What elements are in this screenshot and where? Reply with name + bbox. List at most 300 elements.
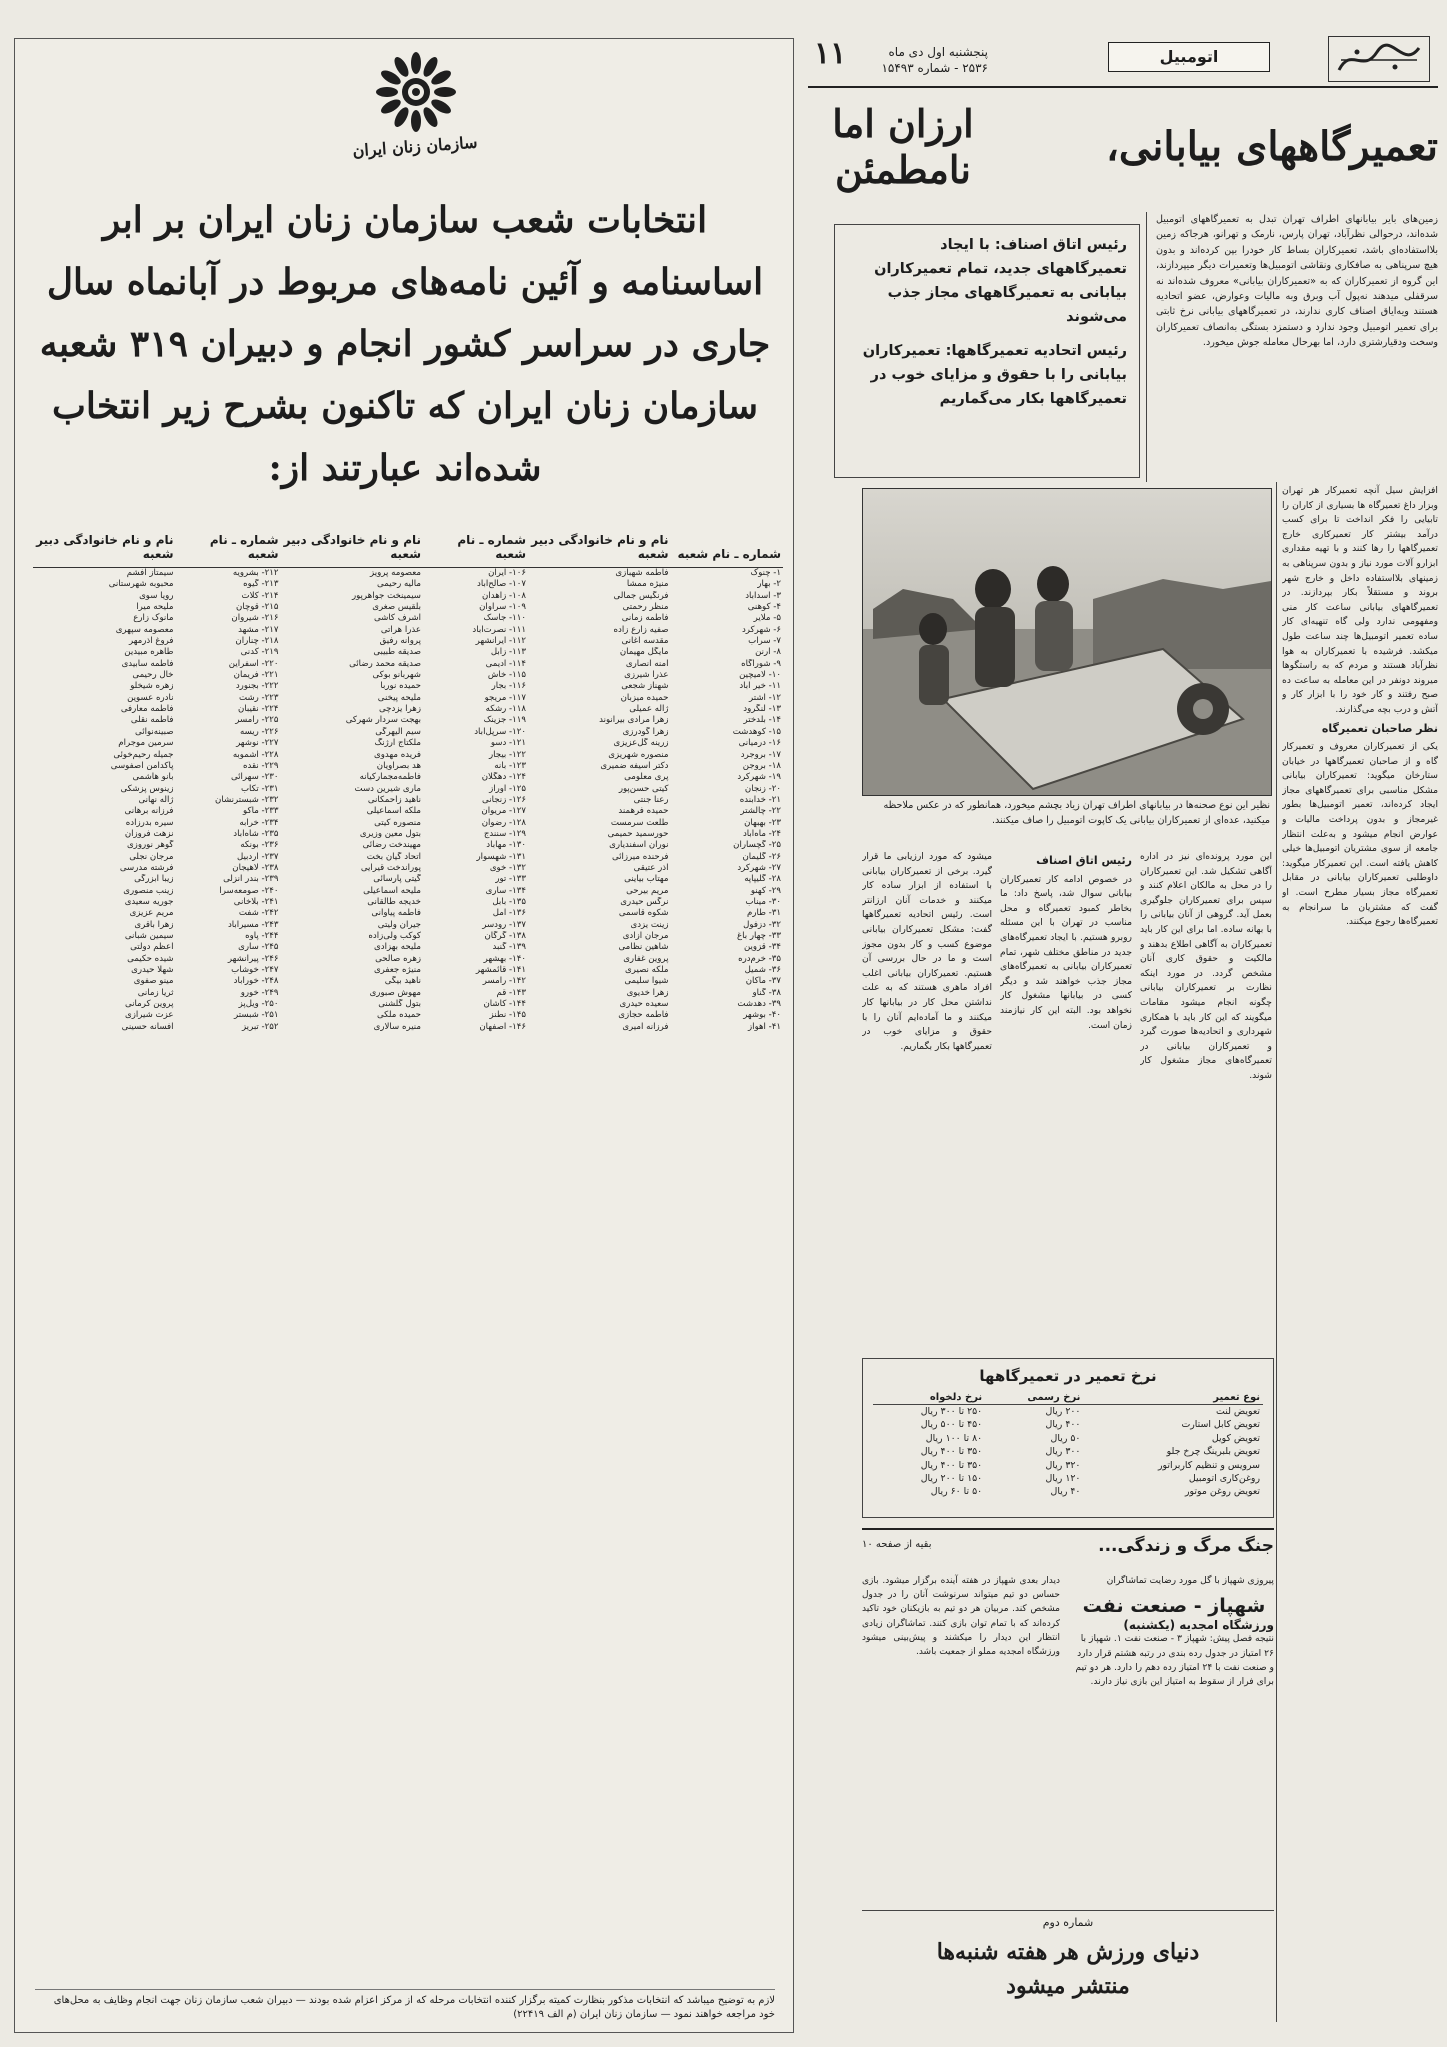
branch-cell: ۱۰۶- ایران: [488, 568, 526, 578]
branch-cell: ۱۳۸- گرگان: [484, 931, 526, 941]
secretary-cell: ملکتاج ارژنگ: [374, 738, 421, 749]
secretary-cell: مینو صفوی: [133, 976, 174, 987]
secretary-cell: فاطمه نقلی: [130, 715, 174, 726]
announcement-headline: انتخابات شعب سازمان زنان ایران بر ابر اساسنامه و آئین نامه‌های مربوط در آبانماه سال جاری در سراسر کشور انجام و دبیران ۳۱۹ شعبه سازمان زنان ایران که تاکنون بشرح زیر انتخاب شده‌اند عبارتند از:: [39, 199, 771, 489]
branch-cell: ۲۵- گچساران: [733, 840, 781, 851]
secretary-cell: منیژه جعفری: [373, 965, 421, 976]
secretary-cell: فرحنده میرزائی: [611, 851, 669, 862]
secretary-cell: بتول معین وزیری: [359, 828, 421, 839]
secretary-cell: منظر رحمتی: [622, 602, 669, 613]
secretary-cell: اتحاد گیان بخت: [366, 851, 421, 862]
branch-cell: ۲۲۰- اسفراین: [228, 658, 279, 669]
table-row: [33, 613, 783, 624]
footer-code: (م الف ۲۲۴۱۹): [513, 2009, 577, 2020]
branch-cell: ۲۱۲- بشرویه: [232, 568, 279, 578]
secretary-cell: حمیده ملکی: [377, 1010, 421, 1021]
branch-cell: ۱۴۵- نطنز: [489, 1010, 526, 1021]
branch-cell: ۲۱- خدابنده: [739, 794, 781, 805]
branch-cell: ۳۶- شمیل: [744, 965, 781, 976]
branch-secretary-table: [33, 529, 783, 1033]
branch-cell: ۲۷- شهرکرد: [737, 862, 781, 873]
branch-cell: ۱۲۲- بیجار: [489, 749, 526, 760]
table-row: [33, 704, 783, 715]
rate-desired-cell: ۱۵۰ تا ۲۰۰ ریال: [920, 1473, 983, 1485]
headline-side: ارزان اما نامطمئن: [832, 101, 974, 192]
secretary-cell: بلقیس صغری: [372, 602, 421, 613]
secretary-cell: ثریا زمانی: [137, 987, 174, 998]
rates-title: نرخ تعمیر در تعمیرگاهها: [979, 1367, 1157, 1385]
secretary-cell: بانو هاشمی: [132, 772, 174, 783]
headline-main: تعمیرگاههای بیابانی،: [1106, 123, 1438, 170]
secretary-cell: سرمین موجرام: [118, 738, 174, 749]
branch-cell: ۱۳۲- خوی: [489, 862, 526, 873]
col-header-branch: شماره ـ نام شعبه: [176, 529, 281, 568]
branch-cell: ۱۱۰- جاسک: [483, 613, 526, 624]
branch-cell: ۳۸- گناو: [752, 987, 781, 998]
repair-rates-box: [862, 1358, 1274, 1518]
branch-cell: ۲۱۴- کلات: [241, 590, 279, 601]
branch-cell: ۲۳۸- لاهیجان: [232, 862, 279, 873]
branch-cell: ۱۲۸- رضوان: [481, 817, 526, 828]
secretary-cell: ملکه اسماعیلی: [366, 806, 421, 817]
issue-date: [818, 44, 988, 76]
branch-cell: ۱۲۷- مریوان: [481, 806, 526, 817]
article-column-mid: [1000, 850, 1132, 1350]
article-column-right: [1282, 484, 1438, 2022]
table-row: [33, 772, 783, 783]
branch-cell: ۲۱۷- مشهد: [238, 624, 279, 635]
branch-cell: ۱۲۳- بانه: [494, 760, 526, 771]
branch-cell: ۱۵- کوهدشت: [732, 726, 781, 737]
secretary-cell: گیتی پارسائی: [373, 874, 421, 885]
branch-cell: ۱۰- لامیچین: [739, 670, 781, 681]
table-row: [33, 976, 783, 987]
table-row: [33, 738, 783, 749]
secretary-cell: ملیحه پیخنی: [377, 692, 421, 703]
table-row: [33, 647, 783, 658]
branch-cell: ۱۳۹- گنبد: [492, 942, 526, 953]
table-row: [33, 886, 783, 897]
column-rule: [1276, 482, 1277, 2022]
table-row: [33, 897, 783, 908]
table-row: [33, 602, 783, 613]
table-row: [33, 693, 783, 704]
branch-cell: ۳۹- دهدشت: [737, 999, 781, 1010]
branch-cell: ۲۴۸- خورآباد: [233, 976, 279, 987]
col-header-branch: شماره ـ نام شعبه: [671, 529, 784, 568]
rates-row: [873, 1485, 1263, 1498]
secretary-cell: مرجان نجلی: [129, 851, 174, 862]
branch-cell: ۱۰۹- سراوان: [479, 602, 526, 613]
column-text: این مورد پرونده‌ای نیز در اداره آگاهی تشکیل شد. این تعمیرکاران را در محل به مالکان اعلام کنند و سپس برای تعمیرکاران جلوگیری بعمل آید. گروهی از آنان بیابانی را با بهانه ساده. اما برای این کار باید تعمیرکاران به آگاهی اطلاع بدهند و مالکیت و حقوق کاری آنان مشخص گردد. در مورد اینکه نظارت بر تعمیرکاران بیابانی چگونه انجام میشود مقامات میگویند که این کار باید با همکاری شهرداری و اتحادیه‌ها صورت گیرد و تعمیرکاران بیابانی در تعمیرگاه‌های مجاز مشغول کار شوند.: [1140, 851, 1272, 1081]
rates-header-type: نوع تعمیر: [1083, 1391, 1263, 1405]
branch-cell: ۱۶- درمیانی: [738, 738, 781, 749]
table-row: [33, 670, 783, 681]
secretary-cell: فاطمه شهبازی: [615, 568, 669, 578]
ad-rule: [862, 1910, 1274, 1911]
branch-cell: ۱۱۶- بجار: [491, 681, 526, 692]
secretary-cell: جوریه سعیدی: [124, 896, 174, 907]
branch-cell: ۱۴- بلدختر: [743, 715, 781, 726]
secretary-cell: زهرا گودرزی: [622, 726, 669, 737]
rate-desired-cell: ۳۵۰ تا ۴۰۰ ریال: [920, 1459, 983, 1471]
branch-cell: ۲۲- چالشتر: [740, 806, 781, 817]
secretary-cell: زهره شیخلو: [130, 681, 174, 692]
secretary-cell: زیبا ابزرگی: [134, 874, 174, 885]
secretary-cell: صدیقه محمد رضائی: [349, 658, 421, 669]
branch-cell: ۱۱۴- ادیمی: [485, 658, 526, 669]
table-row: [33, 965, 783, 976]
branch-cell: ۳۰- میناب: [745, 896, 781, 907]
secretary-cell: مریم بیرحی: [626, 885, 669, 896]
rate-type-cell: تعویض روغن موتور: [1185, 1486, 1260, 1498]
branch-cell: ۲۳۵- شاه‌آباد: [233, 828, 279, 839]
column-text: در خصوص ادامه کار تعمیرکاران بیابانی سوال شد، پاسخ داد: ما بخاطر کمبود تعمیرگاه و محل مناسب در تهران با این مسئله روبرو هستیم. با ایجاد تعمیرگاه‌های جدید در مناطق مختلف شهر، تمام تعمیرکاران بیابانی به تعمیرگاه‌های مجاز جذب خواهند شد و دیگر کسی در بیابانها مشغول کار نخواهد بود. البته این کار نیازمند زمان است.: [1000, 873, 1132, 1031]
article-headline: [808, 95, 1438, 205]
secretary-cell: سیمین شبانی: [124, 931, 174, 941]
branch-cell: ۱۱۵- خاش: [487, 670, 526, 681]
article-lede: زمین‌های بایر بیابانهای اطراف تهران تبدل به تعمیرگاههای اتومبیل شده‌اند، درحوالی نظرآباد، تهران پارس، نارمک و تهرانو، هرجاکه زمین بلااستفاده‌ای باشد، تعمیرکاران بساط کار خودرا بپن کرده‌اند و بدون هیچ سرپناهی به صافکاری ونقاشی اتومبیل‌ها وتعمیرات دیگر میپردازند، این گروه از تعمیرکاران که به «تعمیرکاران بیابانی» معروف شده‌اند نه سرقفلی میدهند نه‌پول آب وبرق وبه مالیات وعوارض، عضو اتحادیه هستند ویه‌ایاق اصناف کاری ندارند، در تعمیرگاههای بیابانی نرخ ثابتی برای تعمیر اتومبیل وجود ندارد و دستمزد بستگی به‌انصاف تعمیرکاران وسخت ودقیارشتری دارد، اما بهرحال معامله جوش میخورد.: [1156, 214, 1438, 349]
branch-cell: ۱۳- لنگرود: [743, 704, 781, 715]
branch-cell: ۲۲۲- بجنورد: [235, 681, 279, 692]
table-row: [33, 1022, 783, 1033]
secretary-cell: فرزانه برهانی: [124, 806, 174, 817]
branch-cell: ۲۱۶- شیروان: [231, 613, 279, 624]
branch-cell: ۲۵۲- تبریز: [241, 1021, 279, 1032]
column-text: افزایش سیل آنچه تعمیرکار هر تهران وبزار داغ تعمیرگاه ها بسیاری از کاران را تابیایی را فکر انداخت تا برای کسب درآمد بیشتر کار تعمیرکاری خارج تعمیرگاهها را رها کنند و با تهیه مقداری ابزارو آلات مورد نیاز و بدون سرپناهی به زمینهای بلااستفاده داخل و خارج شهر بروند و مستقلاً بکار بپردازند. در تعمیرگاههای بیابانی ساعت کار منی ومفهومی ندارد ولی گاه تنهیه‌ای کار ساده تعمیر اتومبیل‌ها چند ساعت طول میکشد. فرشیده با تعمیرکاران به هوا نظرآباد هستند و مردم که به‌ راستگوها میروند دونفر در این معامله به ساعت ده صبح رفتند و کار خود را با ابزار کار و آتش و درب بچه می‌گذارند.: [1282, 485, 1438, 715]
ad-title-2: منتشر میشود: [1006, 1973, 1130, 1999]
rates-header-row: [873, 1391, 1263, 1405]
secretary-cell: ماری شیرین دست: [354, 783, 421, 794]
ad-subtitle: شماره دوم: [1042, 1916, 1094, 1929]
table-row: [33, 784, 783, 795]
secretary-cell: عزت شیرازی: [125, 1010, 174, 1021]
secretary-cell: طاهره مبیدین: [124, 647, 174, 658]
branch-cell: ۲۳۷- اردبیل: [236, 851, 279, 862]
branch-cell: ۲۱۵- قوچان: [236, 602, 279, 613]
branch-cell: ۲۱۳- گیوه: [243, 579, 279, 590]
branch-cell: ۱۲۹- سنندج: [483, 828, 526, 839]
secretary-cell: ملیحه اسماعیلی: [363, 885, 421, 896]
sport-text: دیدار بعدی شهپاز در هفته آینده برگزار میشود. بازی حساس دو تیم میتواند سرنوشت آنان را در جدول مشخص کند. مربیان هر دو تیم به بازیکنان خود تاکید کرده‌اند که با تمام توان بازی کنند. تماشاگران زیادی انتظار این دیدار را میکشند و پیش‌بینی میشود ورزشگاه امجدیه مملو از جمعیت باشد.: [862, 1576, 1060, 1658]
branch-cell: ۷- سراب: [748, 636, 781, 647]
secretary-cell: فرزانه امیری: [622, 1021, 669, 1032]
secretary-cell: پروین کرمانی: [124, 999, 174, 1010]
secretary-cell: زهرا یزدچی: [379, 704, 421, 715]
page-number: ۱۱: [814, 36, 847, 71]
rate-official-cell: ۴۰۰ ریال: [1045, 1419, 1081, 1431]
rate-type-cell: تعویض لنت: [1216, 1406, 1260, 1417]
branch-cell: ۱۱۱- نصرت‌آباد: [472, 624, 526, 635]
rate-desired-cell: ۳۵۰ تا ۴۰۰ ریال: [920, 1446, 983, 1458]
branch-cell: ۲۴۹- خورو: [240, 987, 279, 998]
secretary-cell: کوکب ولی‌زاده: [368, 931, 421, 941]
secretary-cell: دکتر آسیفه ضمیری: [600, 760, 669, 771]
branch-cell: ۳۷- ماکان: [745, 976, 781, 987]
rate-official-cell: ۵۰ ریال: [1050, 1432, 1081, 1444]
column-text: یکی از تعمیرکاران معروف و تعمیرکار گاه و از صاحبان تعمیرگاهها در خیابان ستارخان میگوید: تعمیرکاران بیابانی مشکل مناسبی برای تعمیرگاههای مجاز ایجاد کرده‌اند، تعمیر اتومبیل‌ها بطور غیرمجاز و بدون پرداخت مالیات و عوارض انجام میشود و به‌علت انتظار جامعه از سوی مشتریان اتومبیل‌ها خیلی کاهش یافته است. این تعمیرکار میگوید: داوطلبی تعمیرکاران بیابانی در مقابل تعمیرگاه مجاز بسیار مطرح است. او گفت که مشتریان ما سرانجام به تعمیرگاه‌ها رجوع میکنند.: [1282, 741, 1438, 928]
table-row: [33, 988, 783, 999]
col-header-secretary: نام و نام خانوادگی دبیر شعبه: [33, 529, 176, 568]
secretary-cell: رویا سوی: [139, 590, 174, 601]
table-row: [33, 908, 783, 919]
article-column-left: [862, 850, 992, 1350]
secretary-cell: مرجان آزادی: [622, 931, 669, 941]
branch-cell: ۵- ملایر: [753, 613, 781, 624]
secretary-cell: طلعت سرمست: [610, 817, 669, 828]
branch-cell: ۲۴۲- شفت: [238, 908, 279, 919]
rate-official-cell: ۱۲۰ ریال: [1045, 1473, 1081, 1485]
secretary-cell: فاطمه سابیدی: [121, 658, 174, 669]
branch-cell: ۲۱۸- چناران: [235, 636, 279, 647]
table-row: [33, 579, 783, 590]
branch-cell: ۱۰۸- زاهدان: [482, 590, 526, 601]
rate-type-cell: تعویض کابل استارت: [1181, 1419, 1260, 1431]
branch-cell: ۱۴۳- قم: [496, 987, 526, 998]
branch-cell: ۱۳۷- رودسر: [482, 919, 526, 930]
branch-cell: ۱۱۸- رشکه: [485, 704, 526, 715]
secretary-cell: ملکه نصیری: [625, 965, 669, 976]
table-row: [33, 931, 783, 942]
secretary-cell: زهره صالحی: [375, 953, 421, 964]
branch-cell: ۱۲۱- دسو: [490, 738, 526, 749]
col-header-branch: شماره ـ نام شعبه: [423, 529, 528, 568]
rates-row: [873, 1472, 1263, 1485]
sun-emblem-icon: [371, 47, 461, 137]
branch-cell: ۲۸- گلیپاپه: [744, 874, 781, 885]
secretary-cell: آمنه انصاری: [625, 658, 669, 669]
secretary-cell: سیم الیهرگی: [375, 726, 421, 737]
secretary-cell: حمیده نوربا: [380, 681, 421, 692]
secretary-cell: شاهین نظامی: [618, 942, 669, 953]
rate-official-cell: ۳۲۰ ریال: [1045, 1459, 1081, 1471]
secretary-cell: شیوا سلیمی: [624, 976, 669, 987]
secretary-cell: افسانه حسینی: [121, 1021, 174, 1032]
table-row: [33, 715, 783, 726]
branch-cell: ۱۱۹- جزینک: [483, 715, 526, 726]
secretary-cell: کیتی حسن‌پور: [618, 783, 669, 794]
branch-cell: ۱۳۱- شهسوار: [476, 851, 526, 862]
secretary-cell: فرشته مدرسی: [119, 862, 174, 873]
branch-cell: ۳۲- دزفول: [743, 919, 781, 930]
branch-cell: ۳۴- قزوین: [743, 942, 781, 953]
secretary-cell: نزهت فروزان: [124, 828, 174, 839]
secretary-cell: مهتاب بیاینی: [624, 874, 669, 885]
secretary-cell: زرینه گل‌عزیزی: [613, 738, 669, 749]
branch-cell: ۲۴- ماه‌آباد: [742, 828, 781, 839]
branch-cell: ۲۲۳- رشت: [239, 692, 279, 703]
secretary-cell: پروین غفاری: [623, 953, 669, 964]
branch-cell: ۲۳۶- بونکه: [240, 840, 279, 851]
issue-line: ۲۵۳۶ - شماره ۱۵۴۹۳: [881, 61, 988, 75]
rate-type-cell: تعویض بلبرینگ چرخ جلو: [1166, 1446, 1260, 1458]
secretary-cell: منصوره کیتی: [374, 817, 421, 828]
secretary-cell: زهرا مرادی بیرانوند: [599, 715, 669, 726]
table-row: [33, 727, 783, 738]
secretary-cell: پوراندخت قیرایی: [360, 862, 421, 873]
branch-cell: ۱۴۲- رامسر: [482, 976, 526, 987]
table-row: [33, 818, 783, 829]
branch-cell: ۱۱۲- ایرانشهر: [475, 636, 526, 647]
sport-column-left: [862, 1574, 1060, 1904]
branch-cell: ۲۲۷- نوشهر: [236, 738, 279, 749]
article-photo: [862, 488, 1272, 796]
table-row: [33, 874, 783, 885]
secretary-cell: منیژه ممشا: [626, 579, 669, 590]
rate-official-cell: ۲۰۰ ریال: [1045, 1406, 1081, 1417]
branch-cell: ۲۰- زنجان: [744, 783, 781, 794]
rates-body: [873, 1405, 1263, 1499]
branch-cell: ۳- آسدآباد: [745, 590, 781, 601]
secretary-cell: منیره سالاری: [373, 1021, 421, 1032]
branch-table-body: [33, 568, 783, 1034]
rate-type-cell: سرویس و تنظیم کاربراتور: [1158, 1459, 1260, 1471]
table-row: [33, 806, 783, 817]
rates-row: [873, 1432, 1263, 1445]
branch-cell: ۲۴۶- پیرانشهر: [227, 953, 279, 964]
secretary-cell: سیره بدرزاده: [125, 817, 174, 828]
branch-cell: ۱۳۳- تور: [495, 874, 526, 885]
branch-cell: ۲۳۳- ماکو: [243, 806, 279, 817]
secretary-cell: فاطمه پیاوانی: [371, 908, 421, 919]
secretary-cell: مالیه رحیمی: [377, 579, 421, 590]
branch-cell: ۲۳۱- تکاب: [240, 783, 279, 794]
table-header-row: [33, 529, 783, 568]
table-row: [33, 920, 783, 931]
table-row: [33, 625, 783, 636]
rate-type-cell: روغن‌کاری اتومبیل: [1188, 1473, 1260, 1485]
secretary-cell: شیده حکیمی: [127, 953, 174, 964]
rate-desired-cell: ۸۰ تا ۱۰۰ ریال: [925, 1432, 983, 1444]
rates-row: [873, 1445, 1263, 1458]
secretary-cell: منصوره شهریزی: [608, 749, 669, 760]
branch-cell: ۲۴۷- خوشاب: [231, 965, 279, 976]
branch-cell: ۱- چنوک: [750, 568, 781, 578]
secretary-cell: صفیه زارع زاده: [613, 624, 669, 635]
newspaper-logo: [1328, 36, 1430, 82]
branch-cell: ۲۴۵- ساری: [238, 942, 279, 953]
secretary-cell: شکوه قاسمی: [618, 908, 669, 919]
world-sport-ad: [862, 1910, 1274, 2020]
page-masthead: [808, 36, 1438, 88]
date-line: پنجشنبه اول دی ماه: [888, 45, 988, 59]
secretary-cell: عذرا هراتی: [380, 624, 421, 635]
branch-cell: ۴۰- بوشهر: [743, 1010, 781, 1021]
section-label: اتومبیل: [1108, 42, 1270, 72]
secretary-cell: ناهید زاحمکانی: [367, 794, 421, 805]
branch-cell: ۲۳۰- سهرائی: [230, 772, 279, 783]
secretary-cell: محبوبه شهرستانی: [108, 579, 174, 590]
table-row: [33, 795, 783, 806]
table-row: [33, 568, 783, 580]
branch-cell: ۲۵۱- شبستر: [234, 1010, 279, 1021]
col-header-secretary: نام و نام خانوادگی دبیر شعبه: [528, 529, 671, 568]
branch-cell: ۲۵۰- ویل‌پز: [238, 999, 279, 1010]
sport-title: جنگ مرگ و زندگی...: [1098, 1536, 1274, 1556]
rate-official-cell: ۴۰ ریال: [1050, 1486, 1081, 1498]
secretary-cell: گوهر نوروزی: [126, 840, 174, 851]
secretary-cell: فاطمه زمانی: [621, 613, 669, 624]
secretary-cell: شهناز شجعی: [621, 681, 669, 692]
secretary-cell: ژاله عمیلی: [629, 704, 669, 715]
continued-note: بقیه از صفحه ۱۰: [862, 1539, 932, 1550]
secretary-cell: زینوس پزشکی: [120, 783, 174, 794]
secretary-cell: هد بصراویان: [376, 760, 421, 771]
branch-cell: ۶- شهرکرد: [741, 624, 781, 635]
branch-cell: ۲۴۳- مسیرآباد: [227, 919, 279, 930]
secretary-cell: پروانه رفیق: [379, 636, 421, 647]
secretary-cell: بتول گلشنی: [378, 999, 421, 1010]
secretary-cell: فریده مهدوی: [374, 749, 421, 760]
secretary-cell: حورسمید حمیمی: [607, 828, 669, 839]
women-org-announcement: [14, 38, 794, 2033]
branch-cell: ۱۲۴- دهگلان: [481, 772, 526, 783]
rates-header-desired: نرخ دلخواه: [873, 1391, 985, 1405]
ad-title: دنیای ورزش هر هفته شنبه‌ها: [936, 1939, 1200, 1965]
table-row: [33, 1010, 783, 1021]
table-row: [33, 942, 783, 953]
rates-row: [873, 1459, 1263, 1472]
secretary-cell: نادره عسوین: [127, 692, 174, 703]
secretary-cell: بهجت سردار شهرکی: [345, 715, 421, 726]
branch-cell: ۱۲- اشتر: [749, 692, 781, 703]
secretary-cell: عذرا شیرزی: [624, 670, 669, 681]
branch-cell: ۲۲۸- آشموبه: [232, 749, 279, 760]
branch-cell: ۲۲۱- فریمان: [233, 670, 279, 681]
branch-cell: ۱۳۶- آمل: [492, 908, 526, 919]
announcement-footer: [35, 1989, 775, 2022]
rates-header-official: نرخ رسمی: [985, 1391, 1083, 1405]
secretary-cell: فاطمه‌مجمارکیانه: [359, 772, 421, 783]
rate-desired-cell: ۲۵۰ تا ۳۰۰ ریال: [920, 1406, 983, 1417]
secretary-cell: مریم عزیزی: [129, 908, 174, 919]
secretary-cell: زینت یزدی: [630, 919, 669, 930]
article-column-mid-right: [1140, 850, 1272, 1350]
org-logo-text: سازمان زنان ایران: [351, 132, 479, 161]
table-row: [33, 852, 783, 863]
secretary-cell: زینب منصوری: [123, 885, 174, 896]
secretary-cell: مایگل مهیمان: [619, 647, 669, 658]
branch-cell: ۲۹- کهنو: [750, 885, 781, 896]
branch-cell: ۲۴۴- پاوه: [245, 931, 279, 941]
branch-cell: ۱۳۵- بابل: [492, 896, 526, 907]
photo-mechanics-image: [863, 489, 1271, 795]
secretary-cell: آذر عتیقی: [633, 862, 669, 873]
table-row: [33, 954, 783, 965]
secretary-cell: اعظم دولتی: [130, 942, 174, 953]
secretary-cell: نرگس حیدری: [620, 896, 669, 907]
branch-cell: ۹- شوراگاه: [741, 658, 781, 669]
table-row: [33, 863, 783, 874]
branch-cell: ۱۴۰- بهشهر: [483, 953, 526, 964]
secretary-cell: مقدسه آغانی: [621, 636, 669, 647]
table-row: [33, 761, 783, 772]
photo-caption: نظیر این نوع صحنه‌ها در بیابانهای اطراف تهران زیاد بچشم میخورد، همانطور که در عکس ملاحظه میکنید، عده‌ای از تعمیرکاران بیابانی یک کاپوت اتومبیل را صاف میکنند.: [883, 800, 1270, 826]
secretary-cell: جمیله رحیم‌خوئی: [113, 749, 174, 760]
rate-desired-cell: ۵۰ تا ۶۰ ریال: [930, 1486, 983, 1498]
branch-cell: ۲۳- بهبهان: [744, 817, 781, 828]
branch-cell: ۲۴۰- صومعه‌سرا: [219, 885, 279, 896]
table-row: [33, 636, 783, 647]
branch-cell: ۱۱- خیر آباد: [739, 681, 781, 692]
secretary-cell: رعنا جنتی: [633, 794, 669, 805]
secretary-cell: ژاله نهانی: [138, 794, 174, 805]
branch-cell: ۲۲۶- ریسه: [239, 726, 279, 737]
branch-cell: ۲۱۹- کدنی: [240, 647, 279, 658]
sport-article: [862, 1528, 1274, 1908]
rates-row: [873, 1418, 1263, 1431]
sport-text: پیروزی شهپاز با گل مورد رضایت تماشاگران: [1106, 1575, 1274, 1586]
